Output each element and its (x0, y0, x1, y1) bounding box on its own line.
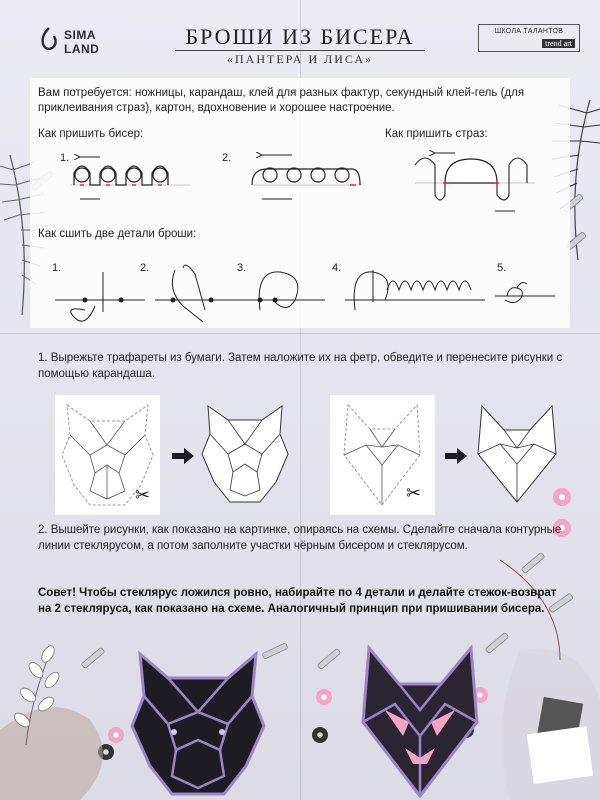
join-step-number: 3. (237, 262, 247, 274)
fox-template-result (472, 400, 562, 510)
panther-brooch-image (128, 648, 268, 798)
requirements-text: Вам потребуется: ножницы, карандаш, клей для разных фактур, секундный клей-гель (для приклеивания страз), картон, вдохновение и хорошее настроение. (38, 87, 525, 114)
join-step-number: 5. (497, 262, 507, 274)
logo-text-line2: LAND (64, 42, 100, 56)
bead-step-number: 1. (60, 152, 70, 164)
bead-step-number: 2. (222, 152, 232, 164)
panther-outline (200, 400, 290, 510)
join-step-number: 1. (52, 262, 62, 274)
arrow-right-icon (172, 448, 194, 464)
sima-land-logo (38, 22, 128, 62)
join-edge-diagram (55, 250, 555, 330)
bead-stitch-diagram-2 (222, 145, 372, 205)
scissors-icon: ✂ (406, 483, 422, 503)
logo-mark-icon (38, 26, 60, 52)
sew-bead-label: Как пришить бисер: (38, 128, 144, 140)
scissors-icon: ✂ (135, 485, 151, 505)
page-title: БРОШИ ИЗ БИСЕРА (185, 24, 415, 49)
sew-rhinestone-label: Как пришить страз: (385, 128, 488, 140)
title-divider (175, 50, 425, 51)
step-1-text: 1. Вырежьте трафареты из бумаги. Затем наложите их на фетр, обведите и перенесите рисунки с помощью карандаша. (38, 352, 563, 380)
panther-template-result (200, 400, 290, 510)
fox-outline (472, 400, 562, 510)
arrow-right-icon (445, 448, 467, 464)
page-subtitle: «ПАНТЕРА И ЛИСА» (226, 52, 373, 66)
bead-stitch-diagram-1 (60, 145, 200, 205)
school-badge-text: ШКОЛА ТАЛАНТОВ (494, 28, 564, 35)
school-badge (478, 24, 580, 52)
flower-branch-icon (6, 640, 76, 750)
logo-text-line1: SIMA (64, 28, 96, 42)
panther-template-cutout (55, 395, 160, 515)
sew-two-parts-label: Как сшить две детали броши: (38, 228, 197, 240)
tip-text: Совет! Чтобы стеклярус ложился ровно, набирайте по 4 детали и делайте стежок-возврат на 2 стекляруса, как показано на схеме. Аналогичный принцип при пришивании бисера. (38, 587, 557, 615)
fox-brooch-image (355, 640, 485, 800)
join-step-number: 2. (140, 262, 150, 274)
step-2-text: 2. Вышейте рисунки, как показано на картинке, опираясь на схемы. Сделайте сначала контурные линии стеклярусом, а потом заполните участки чёрным бисером и стеклярусом. (38, 524, 562, 552)
trend-art-label: trend art (542, 39, 575, 48)
fox-template-cutout (330, 395, 435, 515)
join-step-number: 4. (332, 262, 342, 274)
rhinestone-stitch-diagram (405, 145, 545, 215)
